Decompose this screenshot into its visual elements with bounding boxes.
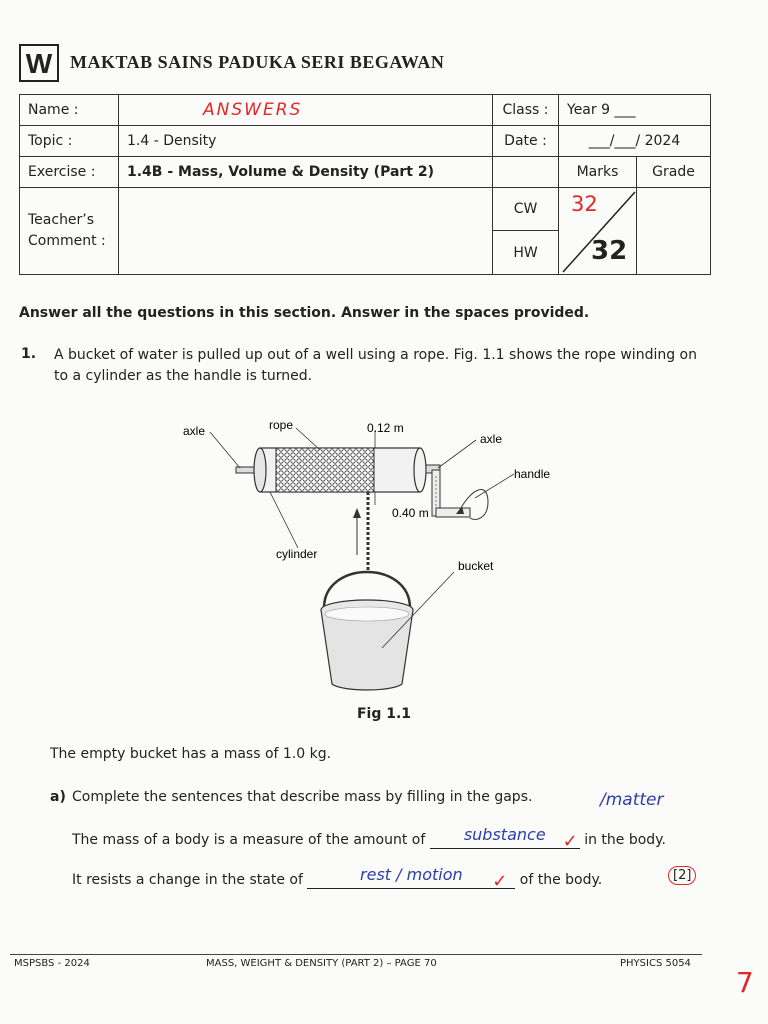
figure-caption: Fig 1.1	[356, 706, 412, 722]
alt-answer-matter: /matter	[600, 790, 664, 810]
footer-center: MASS, WEIGHT & DENSITY (PART 2) – PAGE 70	[206, 958, 437, 969]
class-value: Year 9 ___	[559, 95, 711, 126]
grade-label: Grade	[637, 157, 711, 188]
hw-label: HW	[493, 231, 559, 275]
footer-left: MSPSBS - 2024	[14, 958, 90, 969]
part-a-marks: [2]	[668, 866, 696, 885]
answer-blank-1[interactable]	[430, 825, 580, 852]
footer-right: PHYSICS 5054	[620, 958, 691, 969]
label-handle: handle	[514, 467, 550, 481]
rope-winding-shape	[276, 448, 374, 492]
answer-substance: substance	[463, 825, 546, 844]
well-bucket-diagram	[170, 410, 550, 700]
question-text: A bucket of water is pulled up out of a well using a rope. Fig. 1.1 shows the rope winding on to a cylinder as the handle is turned.	[54, 347, 697, 384]
label-axle-left: axle	[183, 424, 206, 438]
teacher-comment-label: Teacher’s Comment :	[20, 188, 119, 275]
date-value: ___/___/ 2024	[559, 126, 711, 157]
score-total: 32	[591, 236, 628, 266]
name-field[interactable]	[119, 95, 493, 126]
section-instructions: Answer all the questions in this section. Answer in the spaces provided.	[19, 305, 590, 321]
exercise-label: Exercise :	[20, 157, 119, 188]
part-a-label: a)	[50, 789, 66, 805]
student-info-table	[19, 94, 711, 275]
sentence-1: The mass of a body is a measure of the amount of substance ✓ in the body.	[72, 825, 666, 852]
name-answer: ANSWERS	[203, 100, 303, 120]
grade-field	[637, 188, 711, 275]
tick-mark-1: ✓	[562, 831, 578, 852]
exercise-value: 1.4B - Mass, Volume & Density (Part 2)	[119, 157, 493, 188]
class-label: Class :	[493, 95, 559, 126]
label-dim-handle: 0.40 m	[392, 506, 429, 520]
part-a-text: Complete the sentences that describe mass by filling in the gaps.	[72, 789, 533, 805]
answer-blank-2[interactable]	[307, 865, 515, 892]
marks-box	[559, 188, 637, 275]
marks-label: Marks	[559, 157, 637, 188]
school-name: MAKTAB SAINS PADUKA SERI BEGAWAN	[70, 52, 445, 72]
score-written: 32	[571, 192, 598, 216]
teacher-comment-field[interactable]	[119, 188, 493, 275]
answer-rest-motion: rest / motion	[360, 865, 463, 884]
topic-label: Topic :	[20, 126, 119, 157]
label-axle-right: axle	[480, 432, 503, 446]
footer-divider	[10, 954, 702, 955]
label-bucket: bucket	[458, 559, 494, 573]
name-label: Name :	[20, 95, 119, 126]
question-number: 1.	[21, 346, 37, 362]
cw-label: CW	[493, 188, 559, 231]
school-logo: W	[19, 44, 59, 82]
date-label: Date :	[493, 126, 559, 157]
label-cylinder: cylinder	[276, 547, 318, 561]
label-dim-cylinder: 0.12 m	[367, 421, 404, 435]
sentence-2: It resists a change in the state of rest / motion ✓ of the body.	[72, 865, 603, 892]
handle-shape	[436, 508, 470, 517]
page-tally: 7	[736, 966, 754, 999]
given-info: The empty bucket has a mass of 1.0 kg.	[50, 746, 332, 762]
topic-value: 1.4 - Density	[119, 126, 493, 157]
label-rope: rope	[269, 418, 294, 432]
tick-mark-2: ✓	[492, 871, 508, 892]
bucket-shape	[321, 610, 413, 690]
